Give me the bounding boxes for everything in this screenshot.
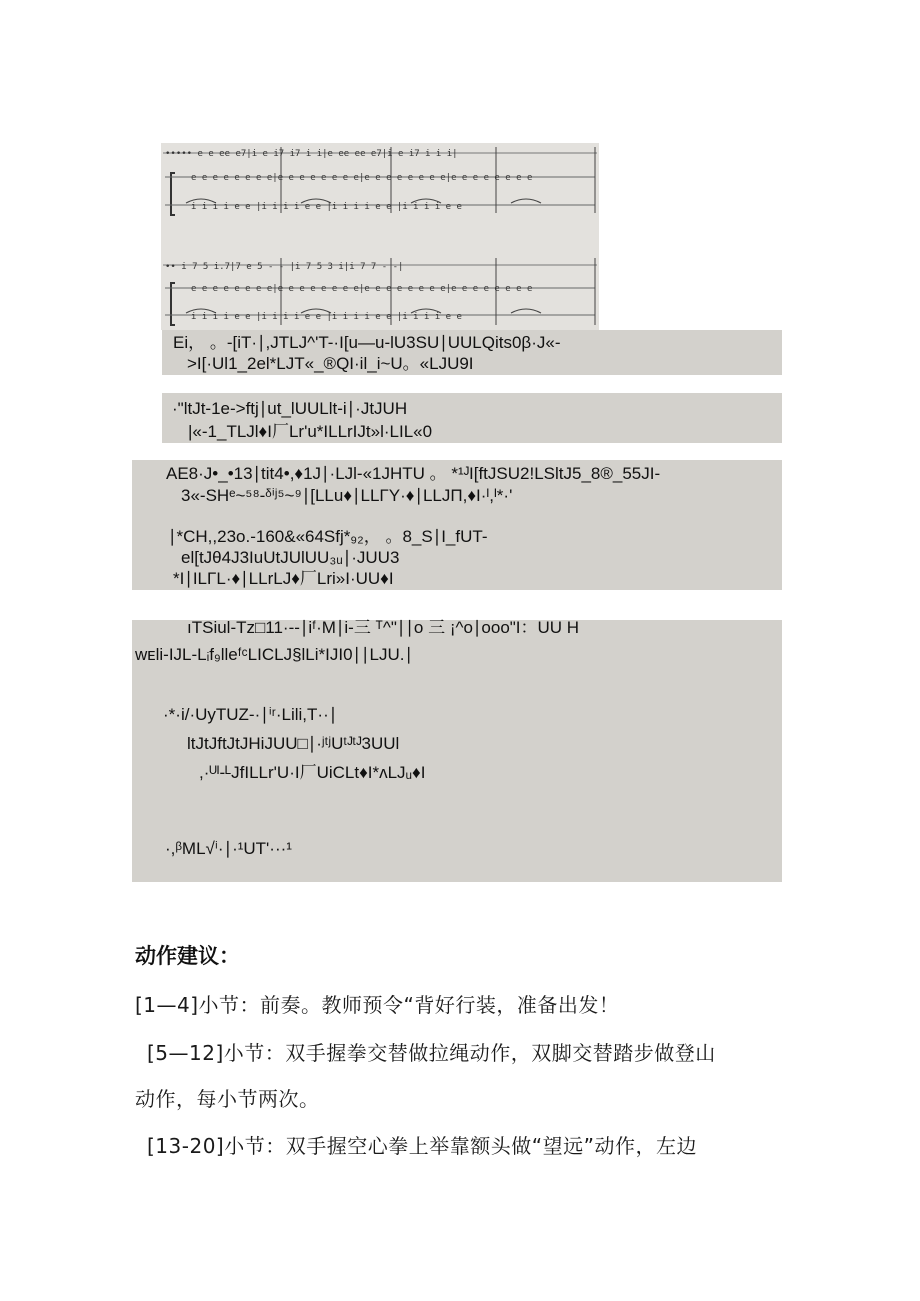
ocr-line-2: >I[·Ul1_2el*LJT«_®QI·il_i~U。«LJU9I — [187, 354, 474, 373]
ocr-line-4: |«-1_TLJl♦I厂Lr'u*ILLrIJt»l·LIL«0 — [188, 422, 433, 441]
svg-text:e e e e e e e e|e e e e e e e: e e e e e e e e|e e e e e e e e|e e e e e e e e|e e e e e e e e — [191, 173, 533, 183]
svg-text:e e e e e e e e|e e e e e e e: e e e e e e e e|e e e e e e e e|e e e e e e e e|e e e e e e e e — [191, 284, 533, 294]
ocr-line-3: ·"ltJt-1e->ftj∣ut_lUULlt-i∣·JtJUH — [172, 399, 408, 418]
svg-text:i i i i e e |i i i i e e: i i i i e e |i i i i e e |i i i i e e |i i i i e e — [191, 202, 462, 212]
paragraph-line-2: [5—12]小节：双手握拳交替做拉绳动作，双脚交替踏步做登山 — [147, 1041, 716, 1065]
svg-text:••••• e e ee e7|i e i7 i7 i i|: ••••• e e ee e7|i e i7 i7 i i|e ee ee e7|i e i7 i i i| — [165, 149, 458, 159]
paragraph-line-4: [13-20]小节：双手握空心拳上举靠额头做“望远”动作，左边 — [147, 1134, 697, 1158]
ocr-line-8: el[tJθ4J3IuUtJUlUU₃ᵤ∣·JUU3 — [181, 548, 400, 567]
ocr-line-13: ltJtJftJtJHiJUU□∣·ʲᵗʲUᵗᴶᵗᴶ3UUl — [187, 734, 400, 753]
paragraph-line-3: 动作，每小节两次。 — [135, 1087, 320, 1111]
paragraph-line-1: [1—4]小节：前奏。教师预令“背好行装，准备出发！ — [135, 993, 620, 1017]
ocr-line-5: AE8·J•_•13∣tit4•,♦1J∣·LJl-«1JHTU 。 *¹ᴶI[ftJSU2!LSltJ5_8®_55JI- — [166, 464, 661, 483]
ocr-line-14: ,·ᵁᴵ-ᴸJfILLr'U·I厂UiCLt♦I*ᴧLJᵤ♦I — [199, 763, 426, 782]
svg-text:i i i i e e |i i i i e e: i i i i e e |i i i i e e |i i i i e e |i i i i e e — [191, 312, 462, 322]
svg-text:•• i 7 5 i.7|7 e 5 - - |: •• i 7 5 i.7|7 e 5 - - |i 7 5 3 i|i 7 7 - -| — [165, 262, 404, 272]
ocr-line-11: ᴡᴇli-IJL-Lᵢf₉lleᶠᶜLICLJ§lLi*IJI0∣∣LJU.∣ — [135, 645, 414, 664]
ocr-line-12: ·*·i/·UyTUZ-·∣ⁱʳ·Lili,T··∣ — [163, 705, 338, 724]
ocr-line-1: Ei， 。-[iT·∣,JTLJ^'T-·I[u—u-lU3SU∣UULQits0β·J«- — [173, 333, 561, 352]
ocr-line-7: ∣*CH,,23o.-160&«64Sfj*₉₂， 。8_S∣I_fUT- — [168, 527, 488, 546]
ocr-line-6: 3«-SHᵉ~⁵⁸-ᵟⁱʲ⁵~⁹∣[LLu♦∣LLΓY·♦∣LLJΠ,♦I·ᴵ,ᴵ*·' — [181, 486, 513, 505]
ocr-line-9: *I∣ILΓL·♦∣LLrLJ♦厂Lri»I·UU♦I — [173, 569, 394, 588]
music-score-image — [161, 143, 599, 330]
ocr-line-15: ·,ᵝML√ⁱ·∣·¹UT'···¹ — [165, 839, 292, 858]
section-heading: 动作建议： — [135, 944, 240, 968]
music-score-drawing — [161, 143, 599, 330]
ocr-line-10: ıTSiul-Tz□11·--∣iᶠ·M∣i-三 ᵀ^"∣∣o 三 ¡^o∣ooo"I：UU H — [187, 618, 580, 637]
